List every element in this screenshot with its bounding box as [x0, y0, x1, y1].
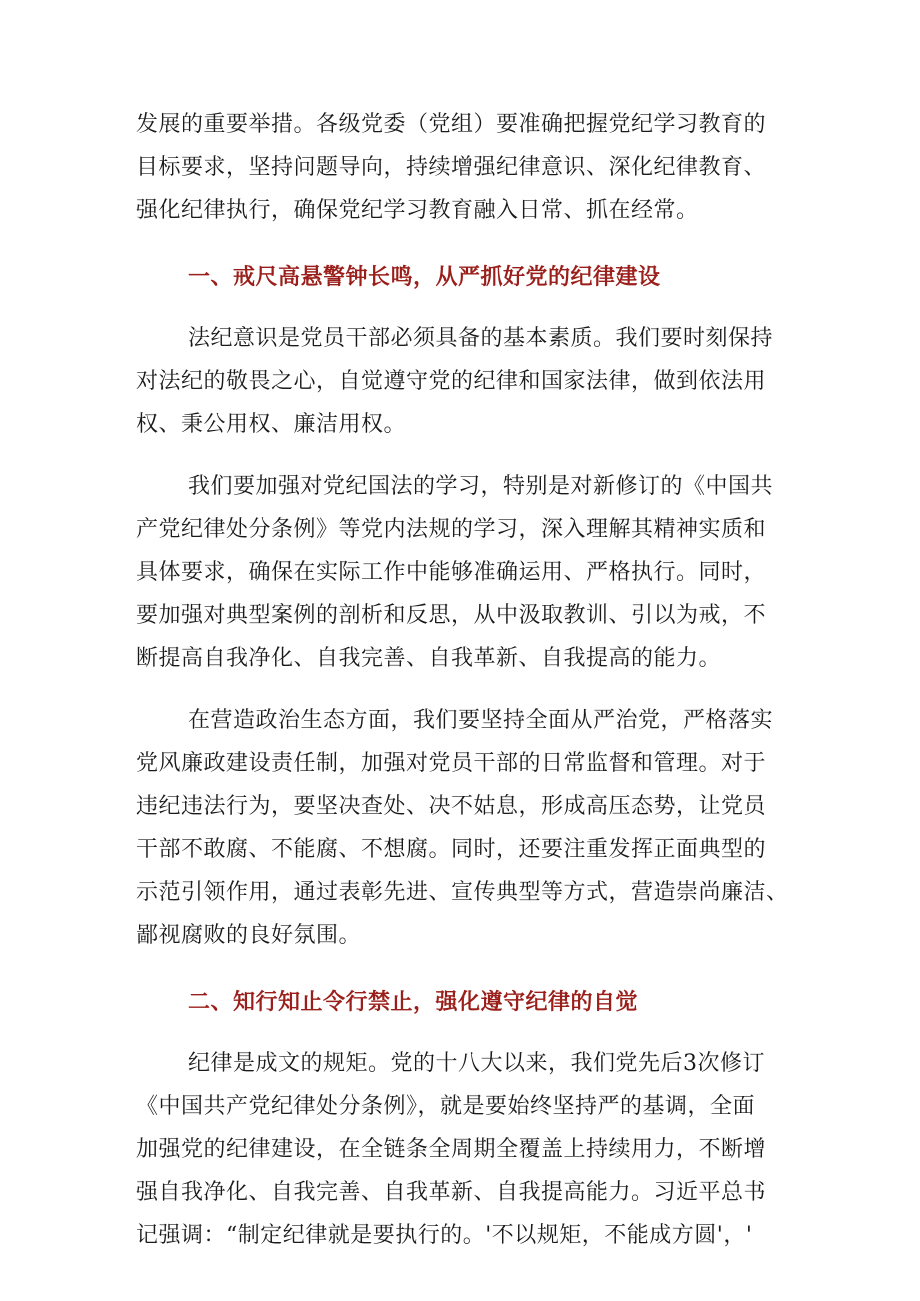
text-line: 干部不敢腐、不能腐、不想腐。同时，还要注重发挥正面典型的: [136, 837, 767, 862]
text-line: 我们要加强对党纪国法的学习，特别是对新修订的《中国共: [188, 474, 774, 499]
section-heading-1: 一、戒尺高悬警钟长鸣，从严抓好党的纪律建设: [188, 264, 661, 290]
text-line: 法纪意识是党员干部必须具备的基本素质。我们要时刻保持: [188, 326, 774, 351]
section-heading-2: 二、知行知止令行禁止，强化遵守纪律的自觉: [188, 989, 639, 1015]
text-line: 鄙视腐败的良好氛围。: [136, 923, 362, 948]
text-line: 在营造政治生态方面，我们要坚持全面从严治党，严格落实: [188, 708, 774, 733]
text-line: 纪律是成文的规矩。党的十八大以来，我们党先后3次修订: [188, 1051, 765, 1076]
text-line: 目标要求，坚持问题导向，持续增强纪律意识、深化纪律教育、: [136, 155, 767, 180]
text-line: 发展的重要举措。各级党委（党组）要准确把握党纪学习教育的: [136, 112, 767, 137]
text-line: 《中国共产党纪律处分条例》，就是要始终坚持严的基调，全面: [136, 1094, 756, 1119]
text-line: 具体要求，确保在实际工作中能够准确运用、严格执行。同时，: [136, 560, 767, 585]
text-line: 违纪违法行为，要坚决查处、决不姑息，形成高压态势，让党员: [136, 794, 767, 819]
text-line: 党风廉政建设责任制，加强对党员干部的日常监督和管理。对于: [136, 751, 767, 776]
text-line: 强化纪律执行，确保党纪学习教育融入日常、抓在经常。: [136, 198, 699, 223]
text-line: 断提高自我净化、自我完善、自我革新、自我提高的能力。: [136, 646, 722, 671]
text-line: 强自我净化、自我完善、自我革新、自我提高能力。习近平总书: [136, 1180, 767, 1205]
text-line: 记强调：“制定纪律就是要执行的。'不以规矩，不能成方圆'，': [136, 1223, 753, 1248]
text-line: 要加强对典型案例的剖析和反思，从中汲取教训、引以为戒，不: [136, 603, 767, 628]
text-line: 权、秉公用权、廉洁用权。: [136, 412, 407, 437]
text-line: 产党纪律处分条例》等党内法规的学习，深入理解其精神实质和: [136, 517, 767, 542]
text-line: 示范引领作用，通过表彰先进、宣传典型等方式，营造崇尚廉洁、: [136, 880, 789, 905]
text-line: 加强党的纪律建设，在全链条全周期全覆盖上持续用力，不断增: [136, 1137, 767, 1162]
text-line: 对法纪的敬畏之心，自觉遵守党的纪律和国家法律，做到依法用: [136, 369, 767, 394]
